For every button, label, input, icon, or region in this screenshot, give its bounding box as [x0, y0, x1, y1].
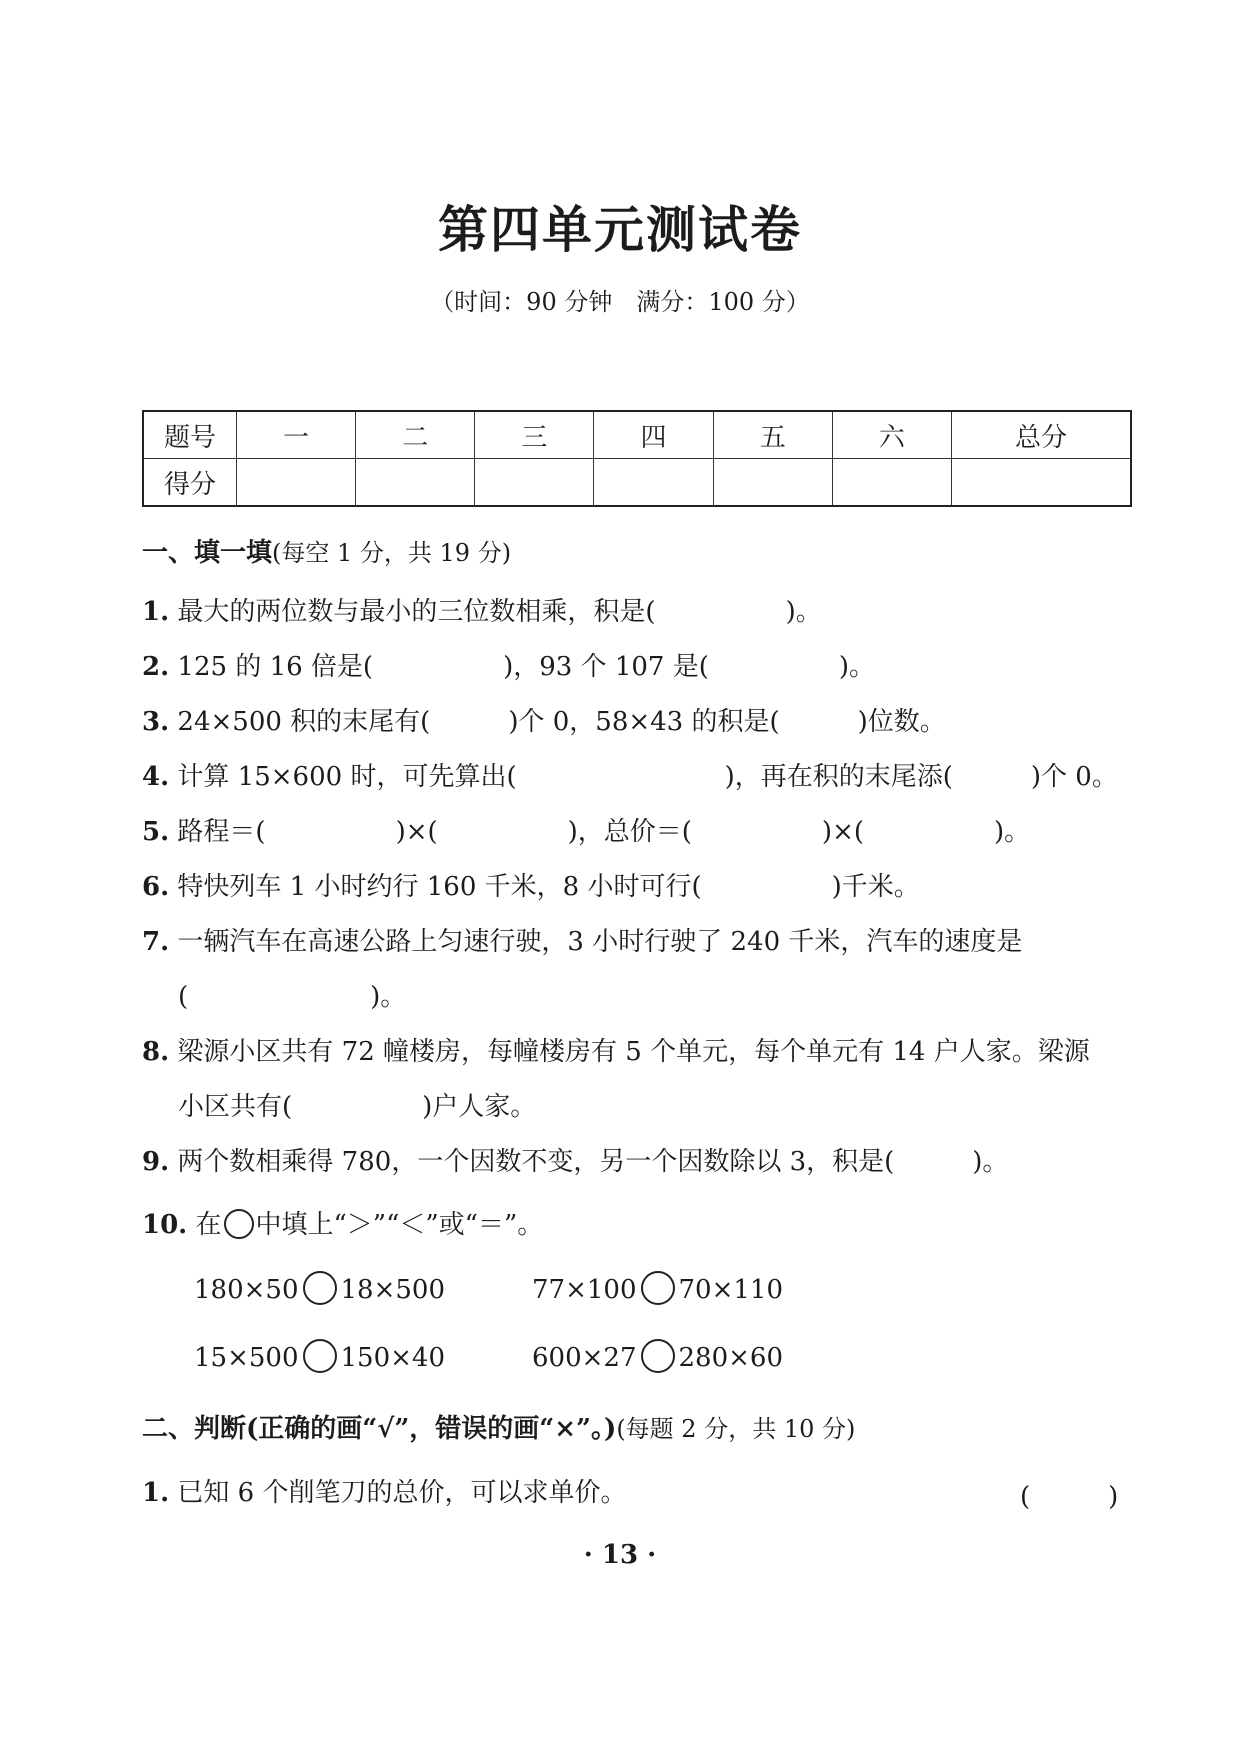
col-1: 一 [237, 411, 356, 459]
question-3 [142, 705, 1142, 739]
answer-blank[interactable]: ( ) [1020, 1482, 1119, 1512]
page-number: · 13 · [583, 1540, 657, 1570]
question-number: 1. [142, 1478, 170, 1508]
col-3: 三 [475, 411, 594, 459]
exam-info: （时间：90 分钟 满分：100 分） [430, 288, 810, 316]
section-2-note: (每题 2 分，共 10 分) [616, 1415, 856, 1443]
col-2: 二 [356, 411, 475, 459]
answer-circle[interactable] [641, 1339, 675, 1373]
question-8-continued: 小区共有( )户人家。 [178, 1092, 537, 1122]
question-7-continued: ( )。 [178, 982, 407, 1012]
question-1 [142, 595, 1142, 629]
col-5: 五 [713, 411, 832, 459]
comparison-left: 180×50 [194, 1275, 299, 1305]
circle-icon [224, 1209, 254, 1239]
question-text: 计算 15×600 时，可先算出( )，再在积的末尾添( )个 0。 [177, 762, 1118, 792]
answer-circle[interactable] [641, 1271, 675, 1305]
question-text: 24×500 积的末尾有( )个 0，58×43 的积是( )位数。 [177, 707, 946, 737]
score-cell[interactable] [356, 459, 475, 507]
answer-circle[interactable] [303, 1339, 337, 1373]
question-number: 9. [142, 1147, 170, 1177]
question-text: 125 的 16 倍是( )，93 个 107 是( )。 [177, 652, 876, 682]
score-cell[interactable] [832, 459, 951, 507]
comparison-left: 15×500 [194, 1343, 299, 1373]
comparison-4 [532, 1343, 783, 1373]
col-4: 四 [594, 411, 713, 459]
comparison-left: 600×27 [532, 1343, 637, 1373]
page-title: 第四单元测试卷 [438, 200, 802, 259]
question-7 [142, 925, 1142, 959]
question-text: 最大的两位数与最小的三位数相乘，积是( )。 [177, 597, 822, 627]
row-label-question: 题号 [143, 411, 237, 459]
question-number: 7. [142, 927, 170, 957]
score-row [143, 459, 1131, 507]
question-number: 1. [142, 597, 170, 627]
question-text: 特快列车 1 小时约行 160 千米，8 小时可行( )千米。 [177, 872, 920, 902]
comparison-right: 150×40 [340, 1343, 445, 1373]
score-cell[interactable] [594, 459, 713, 507]
question-number-row [143, 411, 1131, 459]
comparison-1 [194, 1275, 445, 1305]
score-cell[interactable] [237, 459, 356, 507]
question-8 [142, 1035, 1142, 1069]
question-2 [142, 650, 1142, 684]
col-total: 总分 [952, 411, 1132, 459]
row-label-score: 得分 [143, 459, 237, 507]
score-table [142, 410, 1132, 507]
question-4 [142, 760, 1142, 794]
question-text: 一辆汽车在高速公路上匀速行驶，3 小时行驶了 240 千米，汽车的速度是 [177, 927, 1023, 957]
score-cell-total[interactable] [952, 459, 1132, 507]
score-cell[interactable] [713, 459, 832, 507]
section-1-heading [142, 536, 1142, 570]
comparison-3 [194, 1343, 445, 1373]
question-10 [142, 1208, 1142, 1242]
question-number: 4. [142, 762, 170, 792]
section-2-title: 二、判断(正确的画“√”，错误的画“×”。) [142, 1414, 617, 1444]
question-number: 2. [142, 652, 170, 682]
score-cell[interactable] [475, 459, 594, 507]
comparison-right: 280×60 [678, 1343, 783, 1373]
question-text: 路程＝( )×( )，总价＝( )×( )。 [177, 817, 1031, 847]
section-2-heading [142, 1412, 1142, 1446]
judgment-question-1 [142, 1476, 1142, 1510]
question-text-pre: 在 [195, 1210, 222, 1240]
question-number: 6. [142, 872, 170, 902]
comparison-left: 77×100 [532, 1275, 637, 1305]
question-text: 梁源小区共有 72 幢楼房，每幢楼房有 5 个单元，每个单元有 14 户人家。梁源 [177, 1037, 1090, 1067]
question-number: 3. [142, 707, 170, 737]
answer-circle[interactable] [303, 1271, 337, 1305]
comparison-2 [532, 1275, 783, 1305]
section-1-title: 一、填一填 [142, 538, 273, 568]
question-6 [142, 870, 1142, 904]
question-9 [142, 1145, 1142, 1179]
comparison-right: 18×500 [340, 1275, 445, 1305]
question-text-post: 中填上“＞”“＜”或“＝”。 [255, 1210, 544, 1240]
question-number: 8. [142, 1037, 170, 1067]
section-1-note: (每空 1 分，共 19 分) [272, 539, 512, 567]
question-number: 10. [142, 1210, 188, 1240]
col-6: 六 [832, 411, 951, 459]
question-number: 5. [142, 817, 170, 847]
comparison-right: 70×110 [678, 1275, 783, 1305]
question-5 [142, 815, 1142, 849]
question-text: 已知 6 个削笔刀的总价，可以求单价。 [177, 1478, 627, 1508]
question-text: 两个数相乘得 780，一个因数不变，另一个因数除以 3，积是( )。 [177, 1147, 1009, 1177]
